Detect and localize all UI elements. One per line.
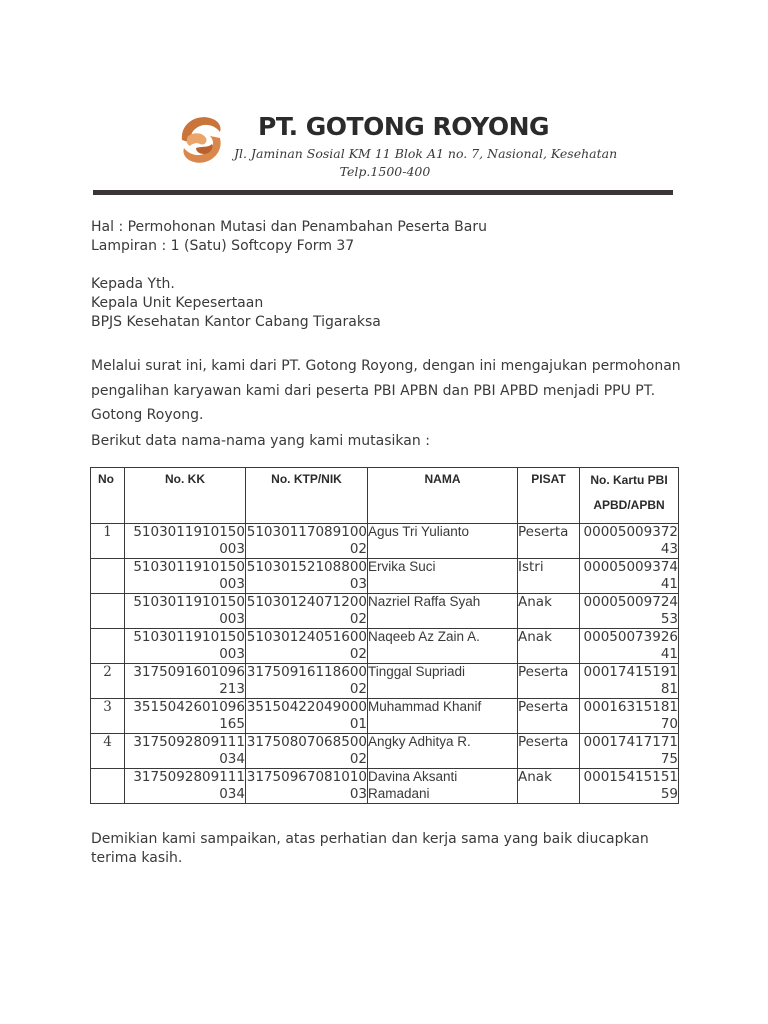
cell-nik: 3175080706850002	[246, 734, 367, 767]
cell-no	[91, 629, 125, 664]
cell-nama: Davina Aksanti Ramadani	[368, 769, 518, 804]
company-address: Jl. Jaminan Sosial KM 11 Blok A1 no. 7, Nasional, Kesehatan	[234, 146, 618, 161]
header-no: No	[91, 468, 125, 524]
recipient-title: Kepala Unit Kepesertaan	[91, 295, 264, 311]
attachment-line: Lampiran : 1 (Satu) Softcopy Form 37	[91, 238, 355, 254]
cell-no: 2	[91, 664, 125, 699]
hands-logo-icon	[174, 110, 228, 168]
cell-kartu: 0000500937243	[580, 524, 679, 559]
cell-nik: 3175091611860002	[246, 664, 367, 697]
table-row	[91, 594, 679, 629]
cell-pisat: Peserta	[518, 734, 580, 769]
company-phone: Telp.1500-400	[339, 164, 431, 179]
cell-kk: 5103011910150003	[125, 524, 246, 559]
cell-pisat: Anak	[518, 629, 580, 664]
table-row	[91, 734, 679, 769]
cell-no: 4	[91, 734, 125, 769]
table-row	[91, 629, 679, 664]
letterhead-divider	[93, 190, 673, 195]
cell-kk: 3175092809111034	[125, 769, 246, 804]
cell-nama: Angky Adhitya R.	[368, 734, 518, 769]
cell-nama: Muhammad Khanif	[368, 699, 518, 734]
cell-kartu: 0005007392641	[580, 629, 679, 664]
cell-nik: 5103012405160002	[246, 629, 367, 662]
table-row	[91, 769, 679, 804]
cell-no	[91, 559, 125, 594]
table-row	[91, 699, 679, 734]
table-row	[91, 524, 679, 559]
cell-no: 3	[91, 699, 125, 734]
table-intro: Berikut data nama-nama yang kami mutasikan :	[91, 433, 430, 449]
header-kartu	[580, 468, 679, 524]
body-paragraph: Melalui surat ini, kami dari PT. Gotong Royong, dengan ini mengajukan permohonan pengalihan karyawan kami dari peserta PBI APBN dan PBI APBD menjadi PPU PT. Gotong Royong.	[91, 358, 681, 423]
cell-nama: Agus Tri Yulianto	[368, 524, 518, 559]
closing-paragraph: Demikian kami sampaikan, atas perhatian dan kerja sama yang baik diucapkan terima kasih.	[91, 831, 649, 866]
subject-line: Hal : Permohonan Mutasi dan Penambahan Peserta Baru	[91, 219, 487, 235]
recipient-office: BPJS Kesehatan Kantor Cabang Tigaraksa	[91, 314, 381, 330]
cell-pisat: Anak	[518, 769, 580, 804]
cell-no	[91, 769, 125, 804]
header-pisat: PISAT	[518, 468, 580, 524]
cell-kk: 3175092809111034	[125, 734, 246, 769]
cell-nama: Ervika Suci	[368, 559, 518, 594]
cell-kartu: 0001741519181	[580, 664, 679, 699]
cell-kk: 5103011910150003	[125, 629, 246, 664]
table-row	[91, 559, 679, 594]
cell-kartu: 0001541515159	[580, 769, 679, 804]
header-kartu-line1: No. Kartu PBI	[590, 473, 668, 487]
cell-nama: Naqeeb Az Zain A.	[368, 629, 518, 664]
header-kk: No. KK	[125, 468, 246, 524]
cell-pisat: Peserta	[518, 524, 580, 559]
letterhead	[0, 100, 768, 200]
cell-kk: 3515042601096165	[125, 699, 246, 734]
participant-table	[90, 467, 679, 804]
header-nik: No. KTP/NIK	[246, 468, 368, 524]
recipient-salutation: Kepada Yth.	[91, 276, 175, 292]
cell-nik: 5103012407120002	[246, 594, 367, 627]
cell-kartu: 0000500937441	[580, 559, 679, 594]
cell-nik: 3175096708101003	[246, 769, 367, 802]
cell-kk: 5103011910150003	[125, 559, 246, 594]
cell-nik: 5103011708910002	[246, 524, 367, 557]
cell-nik: 3515042204900001	[246, 699, 367, 732]
company-name: PT. GOTONG ROYONG	[258, 112, 550, 141]
cell-kartu: 0001741717175	[580, 734, 679, 769]
cell-nama: Nazriel Raffa Syah	[368, 594, 518, 629]
cell-nama: Tinggal Supriadi	[368, 664, 518, 699]
header-kartu-line2: APBD/APBN	[593, 498, 665, 512]
cell-pisat: Peserta	[518, 664, 580, 699]
header-nama: NAMA	[368, 468, 518, 524]
cell-pisat: Istri	[518, 559, 580, 594]
cell-pisat: Anak	[518, 594, 580, 629]
table-row	[91, 664, 679, 699]
cell-kartu: 0001631518170	[580, 699, 679, 734]
cell-no	[91, 594, 125, 629]
cell-no: 1	[91, 524, 125, 559]
table-header-row	[91, 468, 679, 524]
cell-kk: 5103011910150003	[125, 594, 246, 629]
cell-nik: 5103015210880003	[246, 559, 367, 592]
cell-kk: 3175091601096213	[125, 664, 246, 699]
cell-kartu: 0000500972453	[580, 594, 679, 629]
cell-pisat: Peserta	[518, 699, 580, 734]
